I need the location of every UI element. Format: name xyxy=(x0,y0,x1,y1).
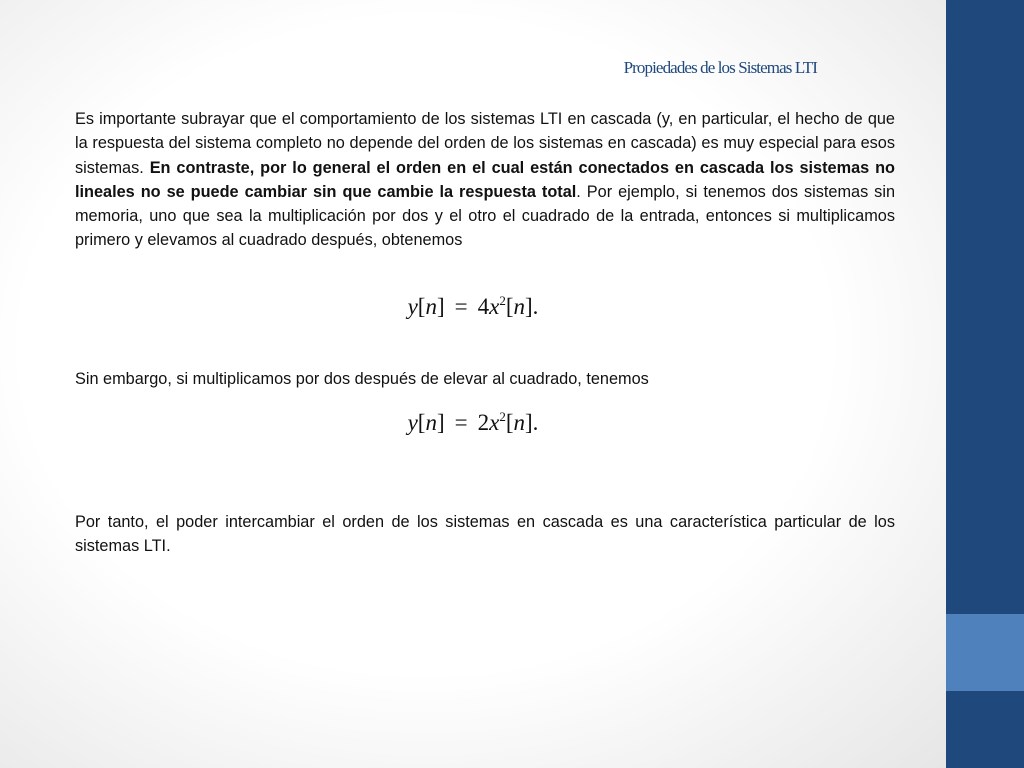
eq2-coef: 2 xyxy=(477,410,490,435)
equation-multiply-first xyxy=(0,294,946,320)
eq2-var: x xyxy=(489,410,500,435)
eq2-lhs-close: ] xyxy=(436,410,445,435)
eq1-equals: = xyxy=(454,294,468,319)
eq2-power: 2 xyxy=(499,409,506,424)
slide-title: Propiedades de los Sistemas LTI xyxy=(623,58,817,77)
paragraph-intro xyxy=(75,107,895,253)
eq1-lhs-var: y xyxy=(407,294,418,319)
paragraph-intro-bold: En contraste, por lo general el orden en el cual están conectados en cascada los sistemas no lineales no se puede cambiar sin que cambie la respuesta total xyxy=(75,158,895,201)
eq2-lhs-n: n xyxy=(425,410,437,435)
paragraph-intro-text-2: . Por ejemplo, si tenemos dos sistemas sin memoria, uno que sea la multiplicación por dos y el otro el cuadrado de la entrada, entonces si multiplicamos primero y elevamos al cuadrado después, obtenemos xyxy=(75,182,895,250)
eq2-equals: = xyxy=(454,410,468,435)
eq1-n: n xyxy=(513,294,525,319)
eq1-var: x xyxy=(489,294,500,319)
eq2-lhs-open: [ xyxy=(417,410,426,435)
eq2-lhs-var: y xyxy=(407,410,418,435)
paragraph-square-first: Sin embargo, si multiplicamos por dos después de elevar al cuadrado, tenemos xyxy=(75,370,649,388)
eq2-close: ]. xyxy=(525,410,539,435)
eq1-open: [ xyxy=(505,294,514,319)
eq1-lhs-close: ] xyxy=(436,294,445,319)
eq1-power: 2 xyxy=(499,293,506,308)
eq1-coef: 4 xyxy=(477,294,490,319)
paragraph-conclusion: Por tanto, el poder intercambiar el orden de los sistemas en cascada es una característica particular de los sistemas LTI. xyxy=(75,513,895,556)
eq2-n: n xyxy=(513,410,525,435)
equation-square-first xyxy=(0,410,946,436)
paragraph-intro-text-1: Es importante subrayar que el comportamiento de los sistemas LTI en cascada (y, en particular, el hecho de que la respuesta del sistema completo no depende del orden de los sistemas en cascada) es muy especial para esos sistemas. xyxy=(75,110,895,177)
eq1-close: ]. xyxy=(525,294,539,319)
eq1-lhs-open: [ xyxy=(417,294,426,319)
sidebar-accent-block xyxy=(946,614,1024,691)
sidebar-decoration xyxy=(946,0,1024,768)
eq1-lhs-n: n xyxy=(425,294,437,319)
eq2-open: [ xyxy=(505,410,514,435)
